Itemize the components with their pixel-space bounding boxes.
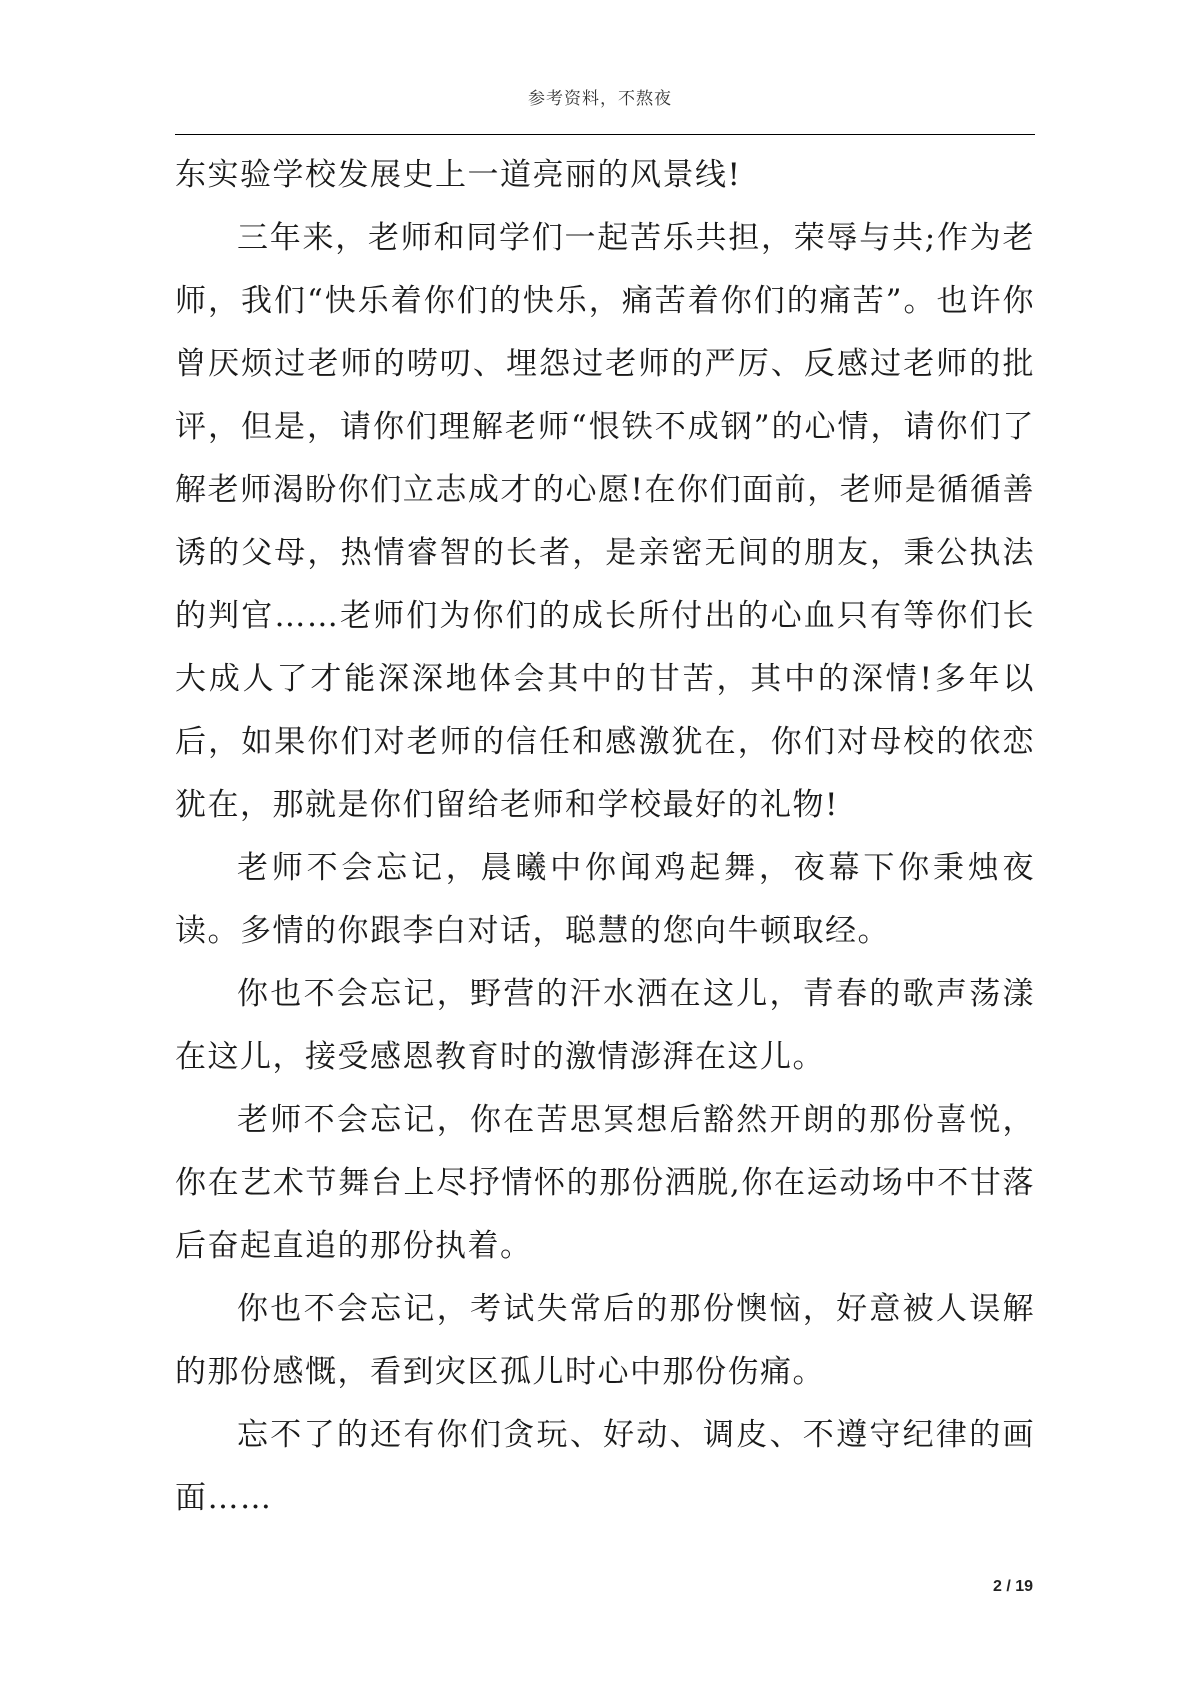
- document-body: [175, 144, 1035, 1530]
- paragraph-continuation: 东实验学校发展史上一道亮丽的风景线!: [175, 157, 742, 193]
- paragraph-you-remember-camp: 你也不会忘记，野营的汗水洒在这儿，青春的歌声荡漾在这儿，接受感恩教育时的激情澎湃在这儿。: [175, 976, 1035, 1075]
- paragraph-teacher-remembers-joy: 老师不会忘记，你在苦思冥想后豁然开朗的那份喜悦，你在艺术节舞台上尽抒情怀的那份洒脱,你在运动场中不甘落后奋起直追的那份执着。: [175, 1102, 1035, 1264]
- paragraph-unforgettable: 忘不了的还有你们贪玩、好动、调皮、不遵守纪律的画面……: [175, 1417, 1035, 1516]
- header-divider: [175, 134, 1035, 135]
- paragraph-three-years: 三年来，老师和同学们一起苦乐共担，荣辱与共;作为老师，我们“快乐着你们的快乐，痛苦着你们的痛苦”。也许你曾厌烦过老师的唠叨、埋怨过老师的严厉、反感过老师的批评，但是，请你们理解老师“恨铁不成钢”的心情，请你们了解老师渴盼你们立志成才的心愿!在你们面前，老师是循循善诱的父母，热情睿智的长者，是亲密无间的朋友，秉公执法的判官……老师们为你们的成长所付出的心血只有等你们长大成人了才能深深地体会其中的甘苦，其中的深情!多年以后，如果你们对老师的信任和感激犹在，你们对母校的依恋犹在，那就是你们留给老师和学校最好的礼物!: [175, 220, 1035, 823]
- page-header: 参考资料，不熬夜: [528, 89, 672, 109]
- paragraph-teacher-remembers-dawn: 老师不会忘记，晨曦中你闻鸡起舞，夜幕下你秉烛夜读。多情的你跟李白对话，聪慧的您向牛顿取经。: [175, 850, 1035, 949]
- page-number: 2 / 19: [992, 1578, 1033, 1595]
- paragraph-you-remember-exam: 你也不会忘记，考试失常后的那份懊恼，好意被人误解的那份感慨，看到灾区孤儿时心中那份伤痛。: [175, 1291, 1035, 1390]
